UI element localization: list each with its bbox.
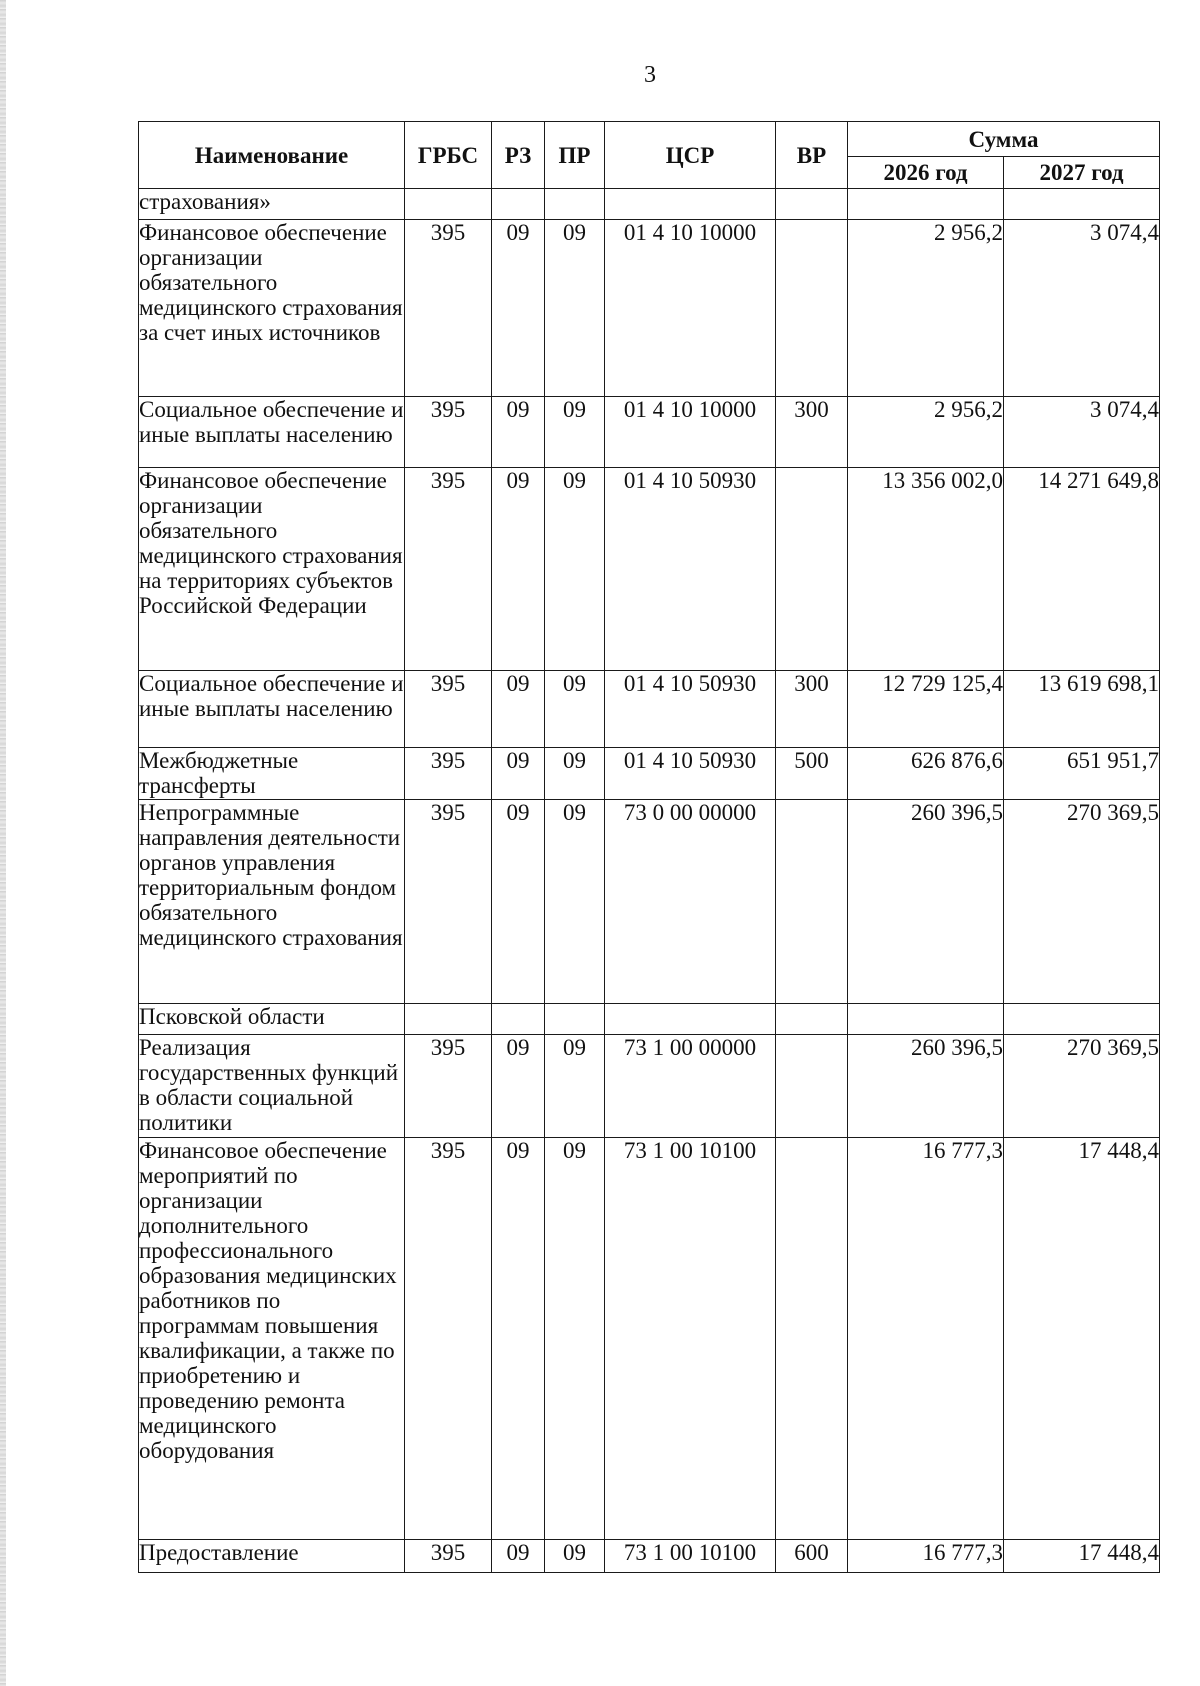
header-vr: ВР — [776, 122, 848, 189]
cell-pr: 09 — [545, 671, 605, 748]
cell-name: Социальное обеспечение и иные выплаты населению — [139, 671, 405, 748]
cell-vr — [776, 1004, 848, 1035]
cell-pr — [545, 189, 605, 220]
cell-name: страхования» — [139, 189, 405, 220]
cell-sum-2026 — [848, 189, 1004, 220]
cell-csr: 73 1 00 10100 — [605, 1540, 776, 1573]
table-row — [139, 1138, 1160, 1540]
table-row — [139, 800, 1160, 1004]
cell-csr: 01 4 10 50930 — [605, 748, 776, 800]
cell-grbs: 395 — [405, 1540, 492, 1573]
cell-sum-2027 — [1004, 189, 1160, 220]
cell-sum-2026: 626 876,6 — [848, 748, 1004, 800]
cell-grbs — [405, 1004, 492, 1035]
cell-sum-2027: 17 448,4 — [1004, 1540, 1160, 1573]
table-row — [139, 671, 1160, 748]
cell-rz — [492, 189, 545, 220]
table-row — [139, 468, 1160, 671]
table-row — [139, 1035, 1160, 1138]
table-row — [139, 189, 1160, 220]
header-grbs: ГРБС — [405, 122, 492, 189]
cell-csr: 73 1 00 00000 — [605, 1035, 776, 1138]
cell-pr: 09 — [545, 748, 605, 800]
header-csr: ЦСР — [605, 122, 776, 189]
cell-pr: 09 — [545, 1138, 605, 1540]
cell-sum-2026: 2 956,2 — [848, 397, 1004, 468]
cell-rz — [492, 1004, 545, 1035]
cell-vr — [776, 189, 848, 220]
cell-sum-2026: 16 777,3 — [848, 1540, 1004, 1573]
cell-sum-2026: 13 356 002,0 — [848, 468, 1004, 671]
cell-sum-2027 — [1004, 1004, 1160, 1035]
cell-sum-2027: 3 074,4 — [1004, 220, 1160, 397]
cell-pr: 09 — [545, 220, 605, 397]
cell-vr — [776, 800, 848, 1004]
cell-csr: 01 4 10 10000 — [605, 397, 776, 468]
cell-csr: 01 4 10 10000 — [605, 220, 776, 397]
cell-csr: 73 1 00 10100 — [605, 1138, 776, 1540]
cell-rz: 09 — [492, 468, 545, 671]
cell-name: Предоставление — [139, 1540, 405, 1573]
cell-sum-2026: 260 396,5 — [848, 1035, 1004, 1138]
table-row — [139, 397, 1160, 468]
cell-vr: 300 — [776, 397, 848, 468]
cell-vr: 500 — [776, 748, 848, 800]
cell-name: Непрограммные направления деятельности органов управления территориальным фондом обязательного медицинского страхования — [139, 800, 405, 1004]
cell-rz: 09 — [492, 1035, 545, 1138]
cell-pr — [545, 1004, 605, 1035]
cell-sum-2027: 3 074,4 — [1004, 397, 1160, 468]
cell-rz: 09 — [492, 1138, 545, 1540]
cell-csr — [605, 1004, 776, 1035]
cell-name: Финансовое обеспечение организации обязательного медицинского страхования на территориях субъектов Российской Федерации — [139, 468, 405, 671]
cell-vr — [776, 220, 848, 397]
cell-grbs: 395 — [405, 748, 492, 800]
cell-sum-2026: 260 396,5 — [848, 800, 1004, 1004]
cell-pr: 09 — [545, 800, 605, 1004]
cell-rz: 09 — [492, 1540, 545, 1573]
cell-vr — [776, 468, 848, 671]
cell-grbs: 395 — [405, 1138, 492, 1540]
cell-name: Финансовое обеспечение мероприятий по организации дополнительного профессионального образования медицинских работников по программам повышения квалификации, а также по приобретению и проведению ремонта медицинского оборудования — [139, 1138, 405, 1540]
cell-csr: 01 4 10 50930 — [605, 671, 776, 748]
table-row — [139, 220, 1160, 397]
table-row — [139, 1004, 1160, 1035]
cell-pr: 09 — [545, 1035, 605, 1138]
cell-rz: 09 — [492, 397, 545, 468]
cell-vr: 600 — [776, 1540, 848, 1573]
cell-sum-2026: 16 777,3 — [848, 1138, 1004, 1540]
cell-name: Псковской области — [139, 1004, 405, 1035]
cell-sum-2027: 651 951,7 — [1004, 748, 1160, 800]
header-year-2027: 2027 год — [1004, 157, 1160, 189]
cell-vr — [776, 1035, 848, 1138]
cell-grbs: 395 — [405, 220, 492, 397]
cell-sum-2027: 270 369,5 — [1004, 800, 1160, 1004]
cell-grbs: 395 — [405, 1035, 492, 1138]
cell-csr — [605, 189, 776, 220]
cell-name: Социальное обеспечение и иные выплаты населению — [139, 397, 405, 468]
cell-sum-2026 — [848, 1004, 1004, 1035]
cell-grbs: 395 — [405, 397, 492, 468]
cell-sum-2026: 12 729 125,4 — [848, 671, 1004, 748]
table-row — [139, 1540, 1160, 1573]
cell-grbs: 395 — [405, 800, 492, 1004]
cell-name: Реализация государственных функций в области социальной политики — [139, 1035, 405, 1138]
cell-rz: 09 — [492, 748, 545, 800]
header-name: Наименование — [139, 122, 405, 189]
cell-grbs: 395 — [405, 468, 492, 671]
header-year-2026: 2026 год — [848, 157, 1004, 189]
cell-pr: 09 — [545, 468, 605, 671]
cell-grbs — [405, 189, 492, 220]
cell-vr — [776, 1138, 848, 1540]
cell-sum-2027: 17 448,4 — [1004, 1138, 1160, 1540]
scan-edge — [0, 0, 6, 1686]
cell-pr: 09 — [545, 397, 605, 468]
cell-pr: 09 — [545, 1540, 605, 1573]
cell-name: Финансовое обеспечение организации обязательного медицинского страхования за счет иных источников — [139, 220, 405, 397]
cell-rz: 09 — [492, 220, 545, 397]
cell-rz: 09 — [492, 800, 545, 1004]
cell-vr: 300 — [776, 671, 848, 748]
cell-name: Межбюджетные трансферты — [139, 748, 405, 800]
table-row — [139, 748, 1160, 800]
cell-sum-2027: 270 369,5 — [1004, 1035, 1160, 1138]
header-rz: РЗ — [492, 122, 545, 189]
cell-sum-2027: 14 271 649,8 — [1004, 468, 1160, 671]
cell-sum-2026: 2 956,2 — [848, 220, 1004, 397]
cell-sum-2027: 13 619 698,1 — [1004, 671, 1160, 748]
page-number: 3 — [644, 62, 656, 88]
budget-table — [138, 121, 1160, 1573]
cell-grbs: 395 — [405, 671, 492, 748]
header-pr: ПР — [545, 122, 605, 189]
header-sum: Сумма — [848, 122, 1160, 157]
cell-csr: 73 0 00 00000 — [605, 800, 776, 1004]
cell-csr: 01 4 10 50930 — [605, 468, 776, 671]
cell-rz: 09 — [492, 671, 545, 748]
